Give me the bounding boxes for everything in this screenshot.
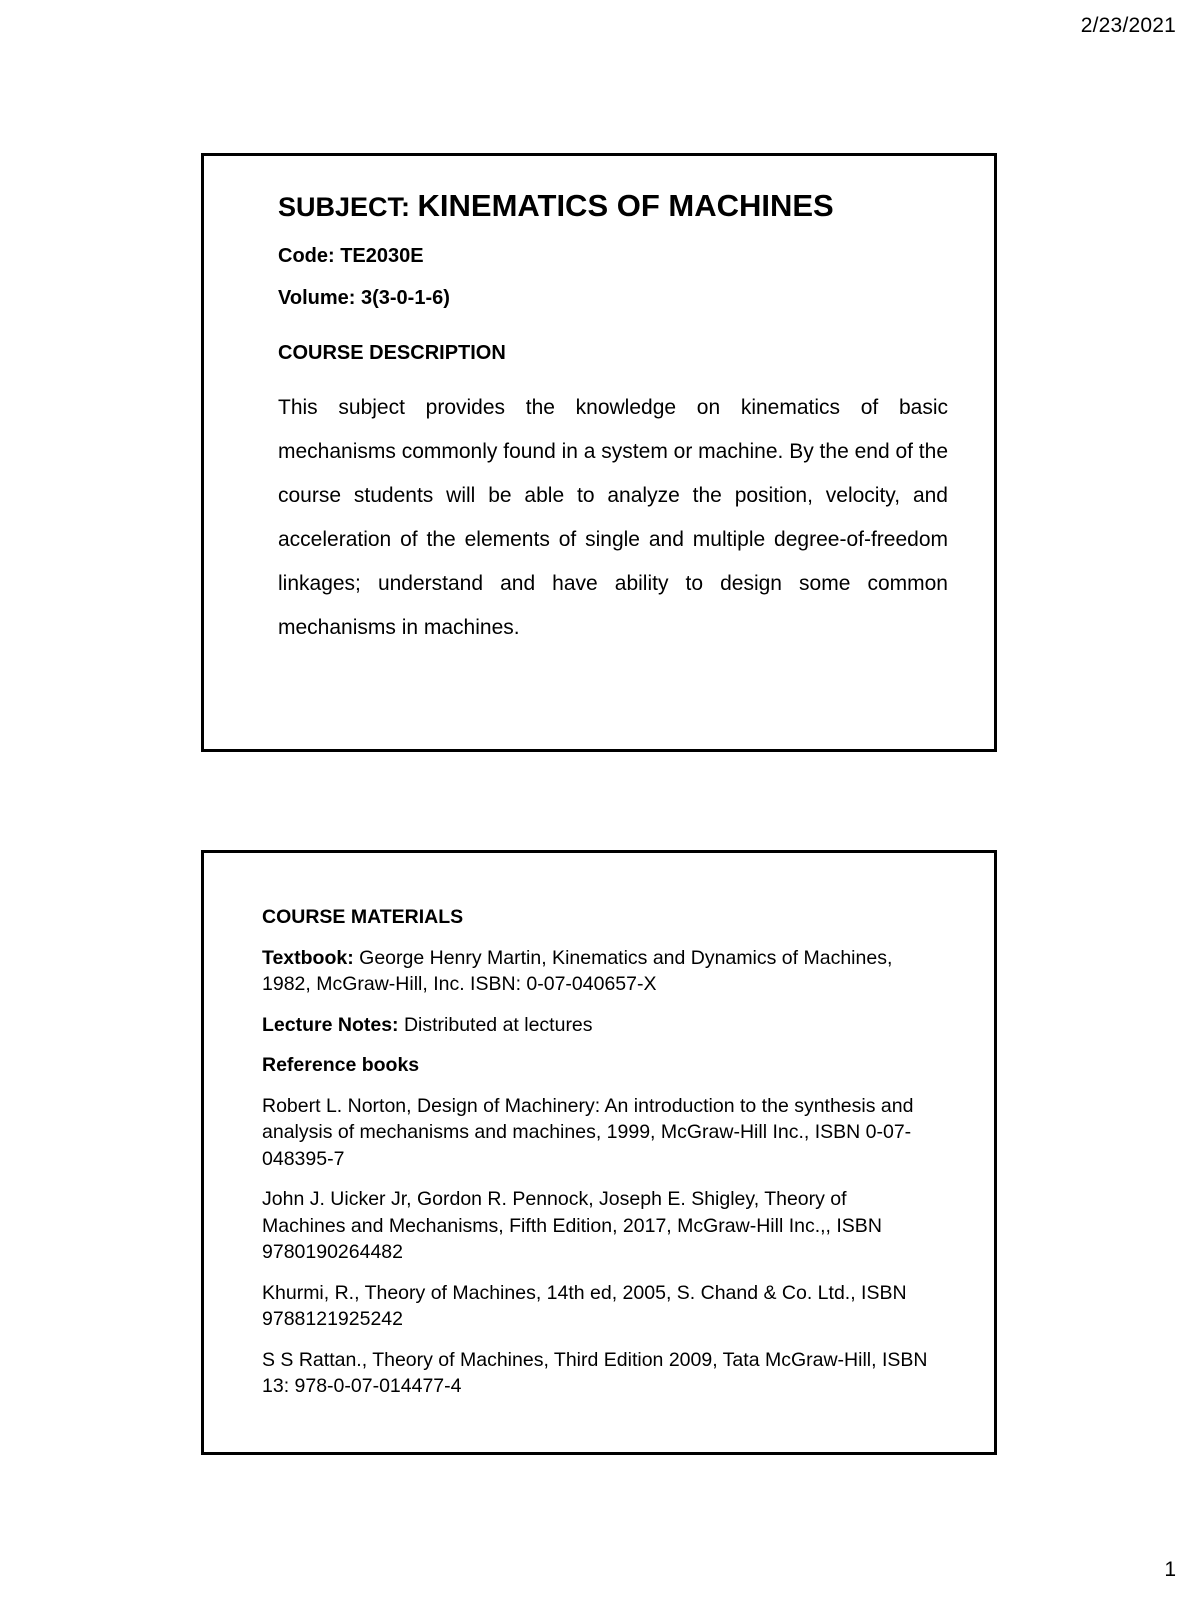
lecture-notes-label: Lecture Notes: [262, 1013, 399, 1036]
subject-name: KINEMATICS OF MACHINES [417, 188, 834, 223]
textbook-entry [262, 945, 932, 998]
textbook-label: Textbook: [262, 946, 354, 969]
reference-item: S S Rattan., Theory of Machines, Third Edition 2009, Tata McGraw-Hill, ISBN 13: 978-0-07-014477-4 [262, 1348, 928, 1397]
course-volume: Volume: 3(3-0-1-6) [278, 287, 450, 310]
lecture-notes-entry [262, 1012, 932, 1039]
slide-course-description [201, 153, 997, 752]
lecture-notes-text: Distributed at lectures [398, 1013, 593, 1036]
textbook-text: George Henry Martin, Kinematics and Dynamics of Machines, 1982, McGraw-Hill, Inc. ISBN: 0-07-040657-X [262, 946, 893, 995]
page-number: 1 [1164, 1558, 1176, 1581]
subject-prefix: SUBJECT: [278, 192, 418, 222]
course-description-heading: COURSE DESCRIPTION [278, 342, 506, 365]
slide-2-content [262, 904, 932, 1414]
course-code: Code: TE2030E [278, 245, 424, 268]
slide-1-content [278, 188, 948, 650]
reference-item: John J. Uicker Jr, Gordon R. Pennock, Joseph E. Shigley, Theory of Machines and Mechanisms, Fifth Edition, 2017, McGraw-Hill Inc.,, ISBN 9780190264482 [262, 1188, 882, 1263]
course-materials-heading: COURSE MATERIALS [262, 906, 464, 928]
subject-title [278, 188, 948, 223]
page-date: 2/23/2021 [1080, 14, 1176, 37]
reference-books-heading: Reference books [262, 1054, 420, 1076]
reference-item: Khurmi, R., Theory of Machines, 14th ed, 2005, S. Chand & Co. Ltd., ISBN 9788121925242 [262, 1281, 907, 1330]
slide-course-materials [201, 850, 997, 1455]
reference-item: Robert L. Norton, Design of Machinery: An introduction to the synthesis and analysis of mechanisms and machines, 1999, McGraw-Hill Inc., ISBN 0-07-048395-7 [262, 1094, 914, 1170]
course-description-text: This subject provides the knowledge on kinematics of basic mechanisms commonly found in a system or machine. By the end of the course students will be able to analyze the position, velocity, and acceleration of the elements of single and multiple degree-of-freedom linkages; understand and have ability to design some common mechanisms in machines. [278, 396, 948, 640]
